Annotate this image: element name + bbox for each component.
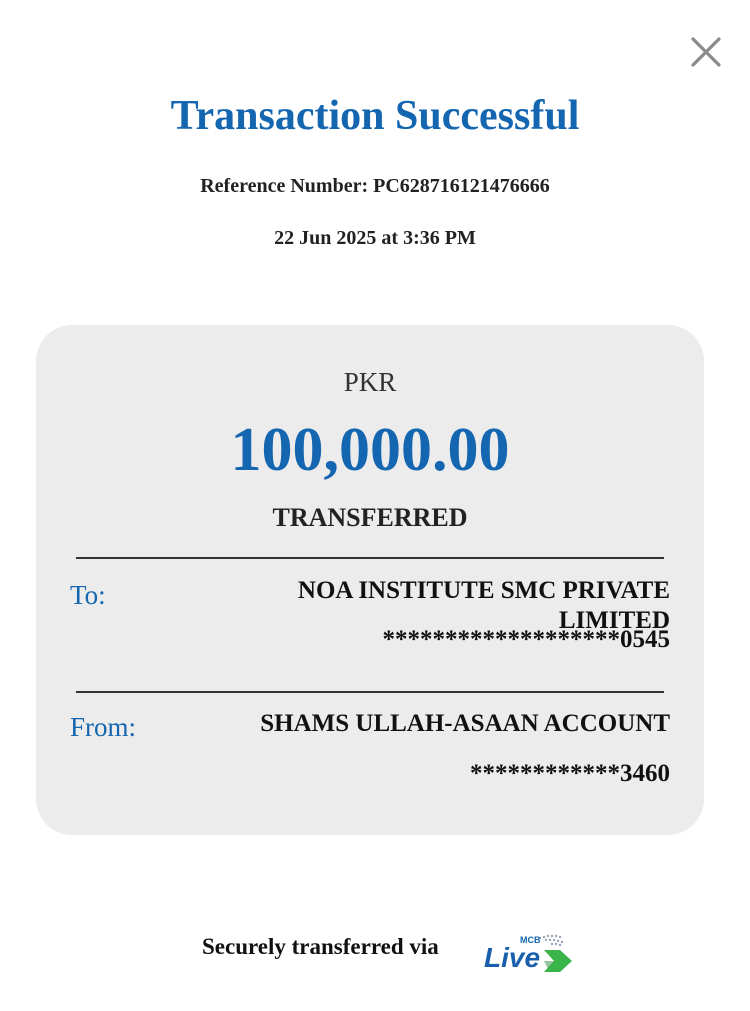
brand-top-text: MCB xyxy=(520,935,541,945)
transaction-card xyxy=(36,325,704,835)
transaction-datetime: 22 Jun 2025 at 3:36 PM xyxy=(274,227,476,249)
currency-label: PKR xyxy=(343,367,397,397)
reference-number: Reference Number: PC628716121476666 xyxy=(200,175,550,197)
sender-account: ************3460 xyxy=(470,760,670,787)
transfer-status: TRANSFERRED xyxy=(272,503,468,532)
footer xyxy=(0,930,750,974)
page-title: Transaction Successful xyxy=(170,93,580,139)
mcb-live-logo-icon xyxy=(482,930,576,974)
sender-name: SHAMS ULLAH-ASAAN ACCOUNT xyxy=(260,710,670,737)
divider xyxy=(76,691,664,693)
transfer-amount: 100,000.00 xyxy=(230,416,510,484)
footer-text: Securely transferred via xyxy=(202,934,439,959)
brand-main-text: Live xyxy=(484,942,541,973)
divider xyxy=(76,557,664,559)
mcb-live-logo xyxy=(482,930,576,974)
to-label: To: xyxy=(70,580,106,610)
recipient-account: *******************0545 xyxy=(382,626,670,653)
close-icon xyxy=(688,34,724,70)
from-label: From: xyxy=(70,712,137,742)
recipient-name: NOA INSTITUTE SMC PRIVATE LIMITED xyxy=(297,577,670,634)
close-button[interactable] xyxy=(688,34,724,70)
